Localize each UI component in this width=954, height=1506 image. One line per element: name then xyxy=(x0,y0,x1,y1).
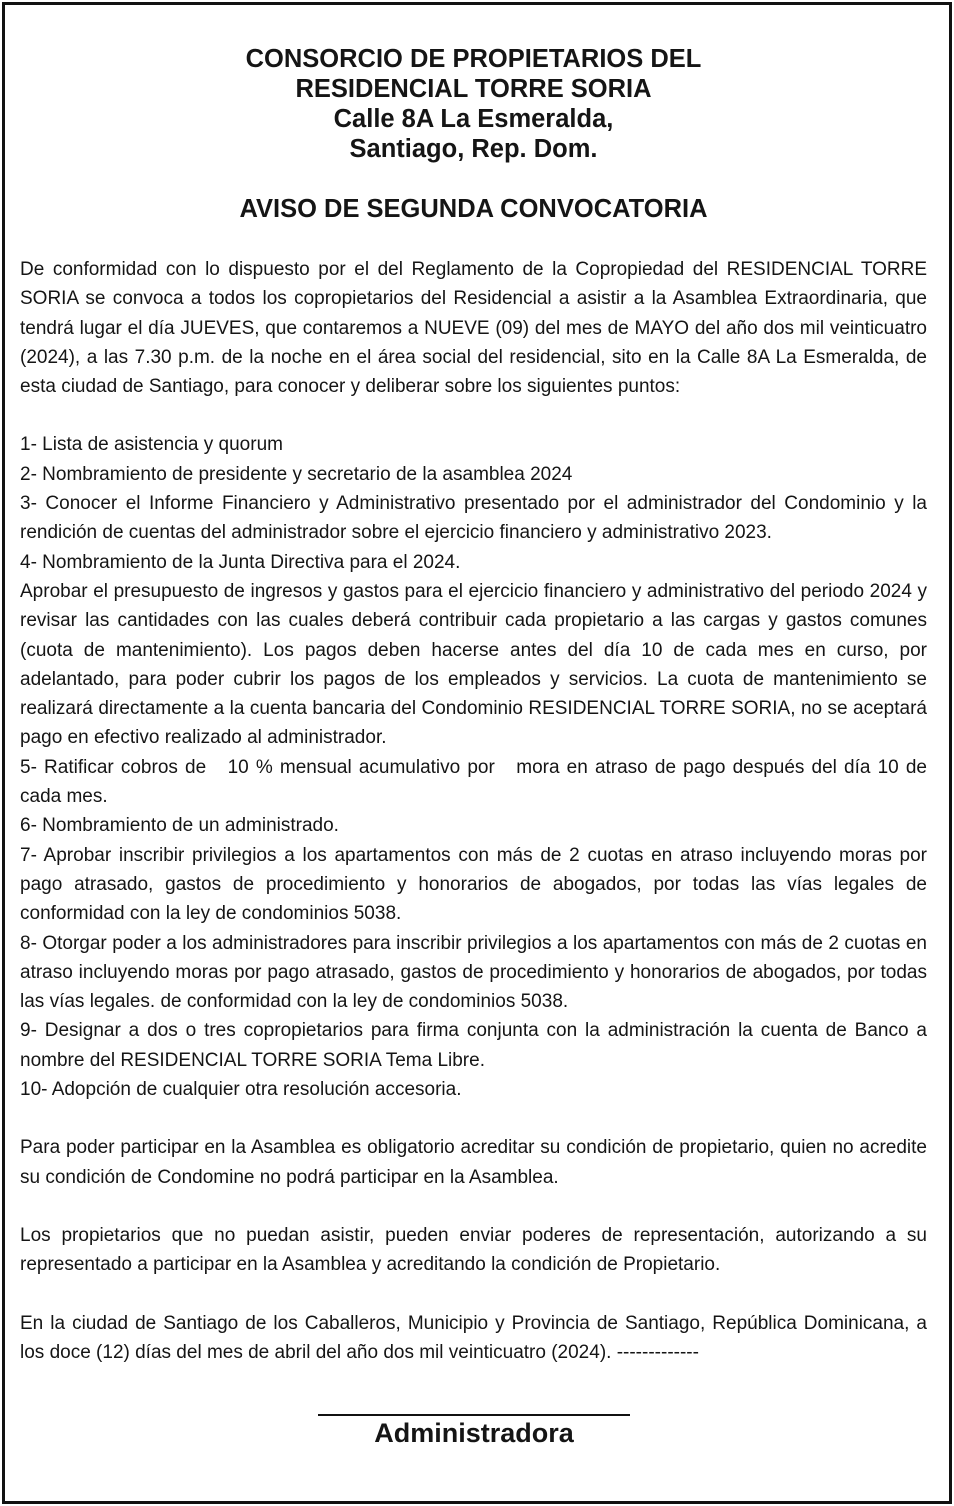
agenda-list xyxy=(20,430,933,1104)
agenda-item: 5- Ratificar cobros de 10 % mensual acumulativo por mora en atraso de pago después del día 10 de cada mes. xyxy=(20,756,933,808)
closing-paragraph: En la ciudad de Santiago de los Caballeros, Municipio y Provincia de Santiago, República Dominicana, a los doce (12) días del mes de abril del año dos mil veinticuatro (2024). ------------- xyxy=(20,1312,927,1363)
notice-body xyxy=(20,255,933,1367)
header-line-3: Calle 8A La Esmeralda, xyxy=(333,105,614,133)
header-line-1: CONSORCIO DE PROPIETARIOS DEL xyxy=(245,45,702,73)
agenda-item: 1- Lista de asistencia y quorum xyxy=(20,434,283,456)
agenda-item: 4- Nombramiento de la Junta Directiva para el 2024. xyxy=(20,551,461,573)
agenda-item: 10- Adopción de cualquier otra resolución accesoria. xyxy=(20,1079,462,1101)
notice-content xyxy=(20,44,933,1367)
agenda-item: 6- Nombramiento de un administrado. xyxy=(20,815,339,837)
agenda-item: 3- Conocer el Informe Financiero y Administrativo presentado por el administrador del Condominio y la rendición de cuentas del administrador sobre el ejercicio financiero y administrativo 2023. xyxy=(20,493,927,544)
notice-header xyxy=(20,44,927,164)
agenda-item: 9- Designar a dos o tres copropietarios para firma conjunta con la administración la cuenta de Banco a nombre del RESIDENCIAL TORRE SORIA Tema Libre. xyxy=(20,1020,927,1071)
notice-title: AVISO DE SEGUNDA CONVOCATORIA xyxy=(239,195,708,223)
participation-paragraph: Para poder participar en la Asamblea es obligatorio acreditar su condición de propietario, quien no acredite su condición de Condomine no podrá participar en la Asamblea. xyxy=(20,1137,927,1188)
agenda-item: Aprobar el presupuesto de ingresos y gastos para el ejercicio financiero y administrativo del periodo 2024 y revisar las cantidades con las cuales deberá contribuir cada propietario a las cargas y gastos comunes (cuota de mantenimiento). Los pagos deben hacerse antes del día 10 de cada mes en curso, por adelantado, para poder cubrir los pagos de los empleados y servicios. La cuota de mantenimiento se realizará directamente a la cuenta bancaria del Condominio RESIDENCIAL TORRE SORIA, no se aceptará pago en efectivo realizado al administrador. xyxy=(20,580,927,749)
signature-title: Administradora xyxy=(374,1418,574,1448)
agenda-item: 8- Otorgar poder a los administradores para inscribir privilegios a los apartamentos con más de 2 cuotas en atraso incluyendo moras por pago atrasado, gastos de procedimiento y honorarios de abogados, por todas las vías legales. de conformidad con la ley de condominios 5038. xyxy=(20,932,927,1013)
header-line-2: RESIDENCIAL TORRE SORIA xyxy=(295,75,652,103)
agenda-item: 2- Nombramiento de presidente y secretario de la asamblea 2024 xyxy=(20,463,573,485)
intro-paragraph: De conformidad con lo dispuesto por el del Reglamento de la Copropiedad del RESIDENCIAL TORRE SORIA se convoca a todos los copropietarios del Residencial a asistir a la Asamblea Extraordinaria, que tendrá lugar el día JUEVES, que contaremos a NUEVE (09) del mes de MAYO del año dos mil veinticuatro (2024), a las 7.30 p.m. de la noche en el área social del residencial, sito en la Calle 8A La Esmeralda, de esta ciudad de Santiago, para conocer y deliberar sobre los siguientes puntos: xyxy=(20,259,927,398)
agenda-item: 7- Aprobar inscribir privilegios a los apartamentos con más de 2 cuotas en atraso incluyendo moras por pago atrasado, gastos de procedimiento y honorarios de abogados, por todas las vías legales de conformidad con la ley de condominios 5038. xyxy=(20,844,927,925)
signature-block xyxy=(318,1414,630,1450)
header-line-4: Santiago, Rep. Dom. xyxy=(349,135,598,163)
proxies-paragraph: Los propietarios que no puedan asistir, pueden enviar poderes de representación, autorizando a su representado a participar en la Asamblea y acreditando la condición de Propietario. xyxy=(20,1224,927,1276)
